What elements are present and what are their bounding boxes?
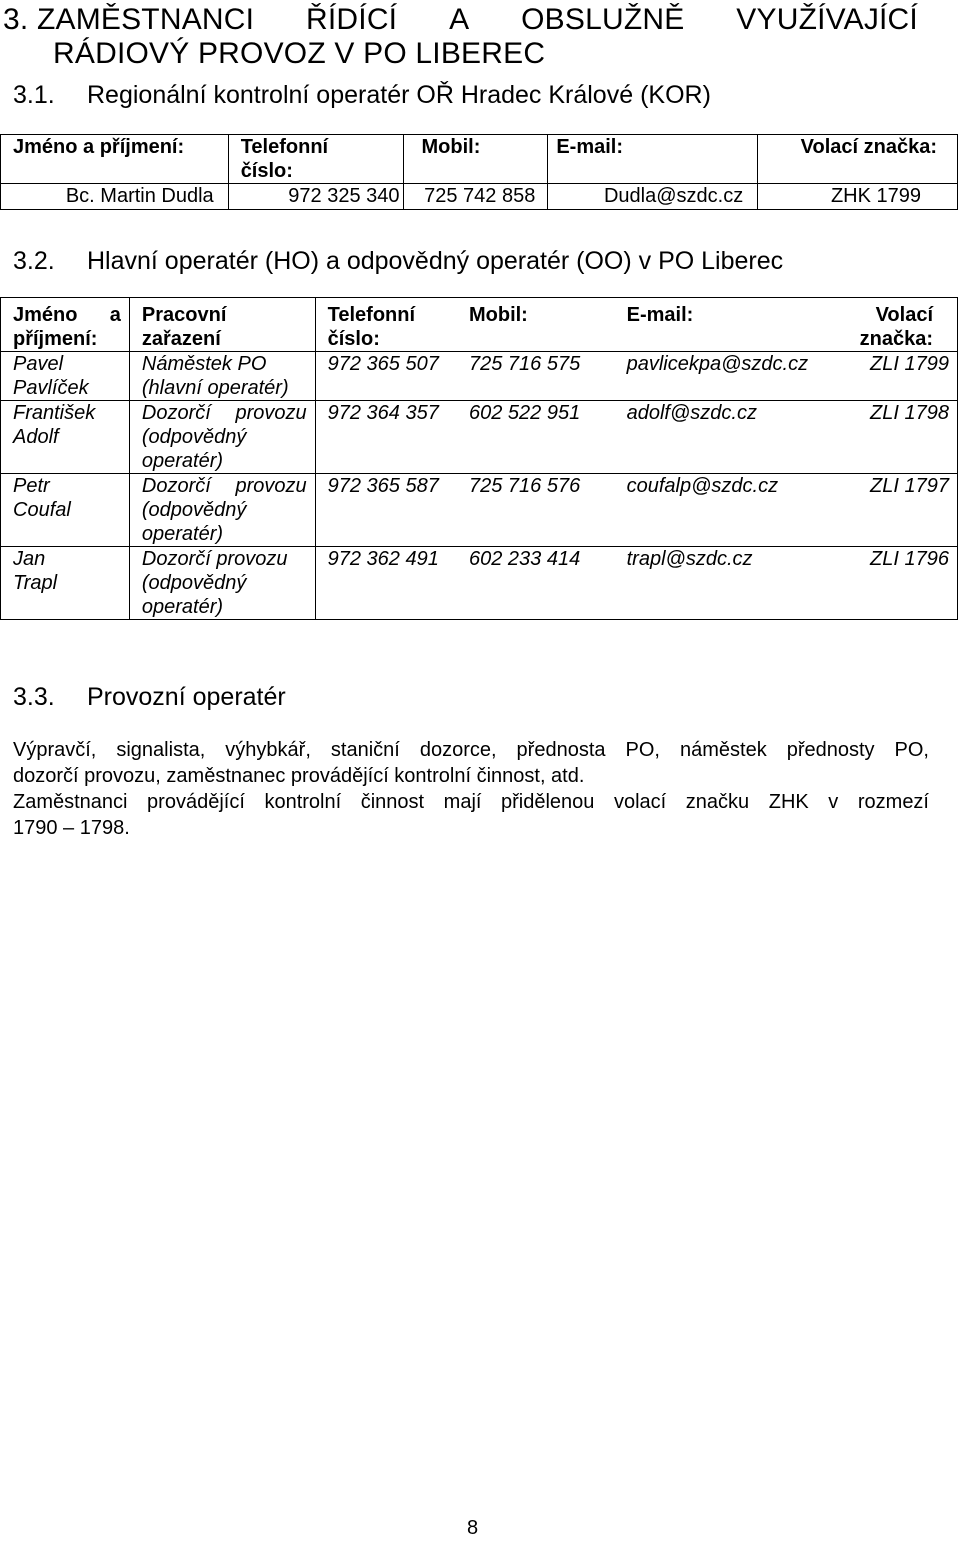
name-cell — [1, 547, 130, 620]
header-line: Telefonní — [240, 136, 329, 158]
email-cell: coufalp@szdc.cz — [615, 474, 843, 547]
callsign-cell: ZLI 1796 — [842, 547, 957, 620]
table-header-row — [1, 298, 958, 352]
header-cell: Mobil: — [457, 298, 615, 352]
name-line: František — [13, 402, 96, 424]
header-cell: E-mail: — [548, 135, 758, 184]
subsection-heading-3-1 — [13, 80, 711, 110]
table-row — [1, 184, 958, 210]
email-cell: pavlicekpa@szdc.cz — [615, 352, 843, 401]
role-line: Dozorčí provozu — [141, 402, 307, 424]
role-line: (odpovědný — [141, 572, 247, 594]
header-cell — [315, 298, 457, 352]
header-line: značka: — [859, 328, 933, 350]
section-heading — [3, 3, 918, 71]
header-line: číslo: — [240, 160, 293, 182]
role-line: Náměstek PO — [141, 353, 267, 375]
email-cell: adolf@szdc.cz — [615, 401, 843, 474]
paragraph-line: dozorčí provozu, zaměstnanec provádějící kontrolní činnost, atd. — [13, 765, 585, 787]
name-line: Petr — [13, 475, 50, 497]
subsection-heading-3-3 — [13, 682, 286, 712]
kor-table — [0, 134, 958, 210]
subsection-number: 3.2. — [13, 247, 55, 275]
body-text — [13, 737, 929, 841]
role-cell — [129, 352, 315, 401]
table-row — [1, 401, 958, 474]
table-row — [1, 547, 958, 620]
name-line: Pavel — [13, 353, 64, 375]
header-line: Telefonní — [327, 304, 416, 326]
phone-cell: 972 365 507 — [315, 352, 457, 401]
phone-cell: 972 325 340 — [228, 184, 403, 210]
role-line: (odpovědný — [141, 426, 247, 448]
callsign-cell: ZLI 1798 — [842, 401, 957, 474]
mobile-cell: 725 716 576 — [457, 474, 615, 547]
header-cell — [228, 135, 403, 184]
name-line: Jan — [13, 548, 46, 570]
subsection-title: Regionální kontrolní operatér OŘ Hradec Králové (KOR) — [87, 81, 711, 109]
mobile-cell: 725 716 575 — [457, 352, 615, 401]
email-cell: trapl@szdc.cz — [615, 547, 843, 620]
header-cell: E-mail: — [615, 298, 843, 352]
subsection-title: Hlavní operatér (HO) a odpovědný operatér (OO) v PO Liberec — [87, 247, 784, 275]
header-line: Jméno a — [13, 304, 121, 326]
role-line: (odpovědný — [141, 499, 247, 521]
subsection-heading-3-2 — [13, 246, 783, 276]
mobile-cell: 725 742 858 — [403, 184, 548, 210]
heading-word: VYUŽÍVAJÍCÍ — [736, 3, 918, 36]
role-line: (hlavní operatér) — [141, 377, 289, 399]
heading-line-2: RÁDIOVÝ PROVOZ V PO LIBEREC — [53, 37, 546, 70]
header-line: příjmení: — [13, 328, 98, 350]
heading-word: A — [449, 3, 470, 36]
table-header-row — [1, 135, 958, 184]
callsign-cell: ZLI 1797 — [842, 474, 957, 547]
heading-word: 3. ZAMĚSTNANCI — [3, 3, 255, 36]
header-cell: Jméno a příjmení: — [1, 135, 229, 184]
name-cell — [1, 352, 130, 401]
name-line: Coufal — [13, 499, 71, 521]
paragraph-line: 1790 – 1798. — [13, 817, 130, 839]
paragraph-line: Výpravčí, signalista, výhybkář, staniční dozorce, přednosta PO, náměstek přednosty PO, — [13, 739, 929, 761]
callsign-cell: ZLI 1799 — [842, 352, 957, 401]
operators-table — [0, 297, 958, 620]
header-cell — [129, 298, 315, 352]
subsection-title: Provozní operatér — [87, 683, 286, 711]
phone-cell: 972 364 357 — [315, 401, 457, 474]
header-cell — [1, 298, 130, 352]
table-row — [1, 474, 958, 547]
mobile-cell: 602 522 951 — [457, 401, 615, 474]
phone-cell: 972 365 587 — [315, 474, 457, 547]
subsection-number: 3.1. — [13, 81, 55, 109]
role-cell — [129, 401, 315, 474]
phone-cell: 972 362 491 — [315, 547, 457, 620]
role-cell — [129, 547, 315, 620]
header-line: zařazení — [141, 328, 221, 350]
subsection-number: 3.3. — [13, 683, 55, 711]
name-cell: Bc. Martin Dudla — [1, 184, 229, 210]
name-cell — [1, 474, 130, 547]
table-row — [1, 352, 958, 401]
role-line: operatér) — [141, 596, 224, 618]
header-cell: Volací značka: — [758, 135, 958, 184]
mobile-cell: 602 233 414 — [457, 547, 615, 620]
heading-word: OBSLUŽNĚ — [521, 3, 685, 36]
role-line: Dozorčí provozu — [141, 548, 288, 570]
header-cell — [842, 298, 957, 352]
header-line: Volací — [875, 304, 933, 326]
callsign-cell: ZHK 1799 — [758, 184, 958, 210]
role-cell — [129, 474, 315, 547]
email-cell: Dudla@szdc.cz — [548, 184, 758, 210]
role-line: Dozorčí provozu — [141, 475, 307, 497]
role-line: operatér) — [141, 450, 224, 472]
paragraph-line: Zaměstnanci provádějící kontrolní činnost mají přidělenou volací značku ZHK v rozmezí — [13, 791, 929, 813]
heading-word: ŘÍDÍCÍ — [306, 3, 398, 36]
header-line: Pracovní — [141, 304, 227, 326]
page-number: 8 — [466, 1517, 479, 1539]
name-cell — [1, 401, 130, 474]
header-cell: Mobil: — [403, 135, 548, 184]
header-line: číslo: — [327, 328, 380, 350]
name-line: Trapl — [13, 572, 58, 594]
name-line: Adolf — [13, 426, 59, 448]
role-line: operatér) — [141, 523, 224, 545]
name-line: Pavlíček — [13, 377, 89, 399]
